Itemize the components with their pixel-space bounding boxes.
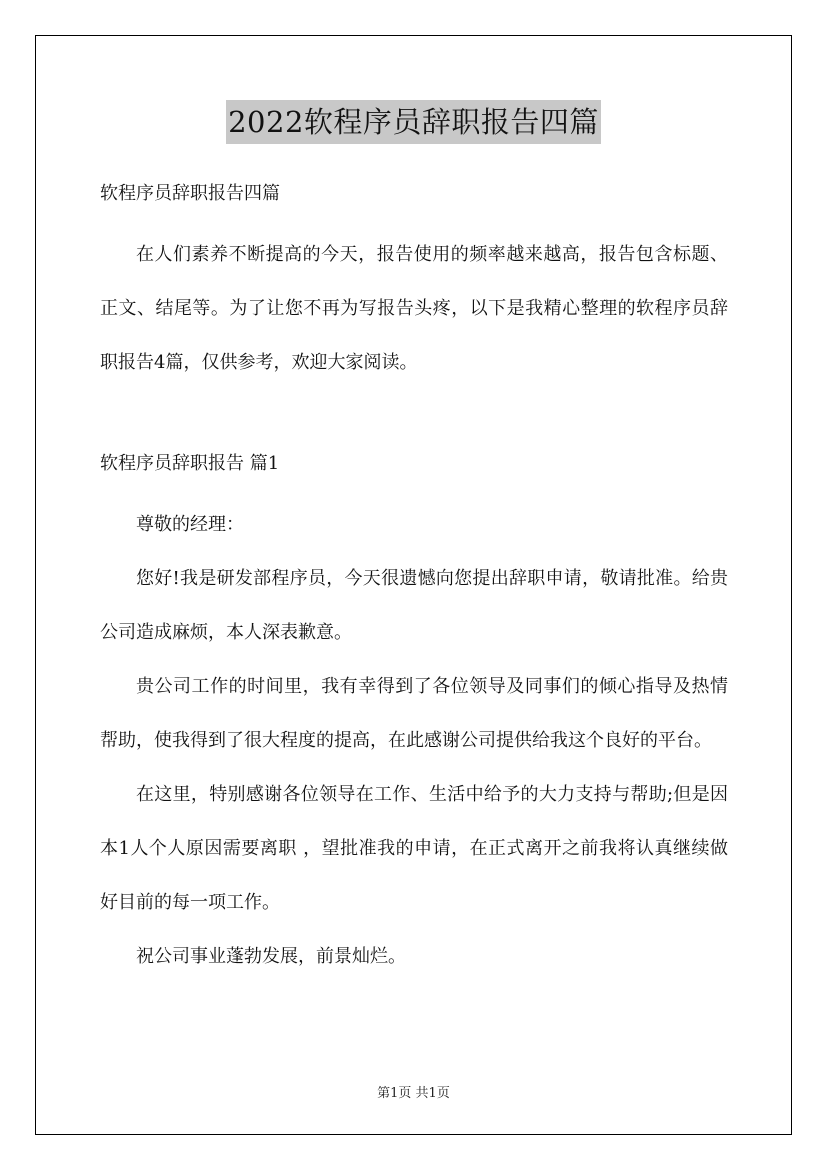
document-subtitle: 软程序员辞职报告四篇 <box>100 183 280 204</box>
closing-paragraph: 祝公司事业蓬勃发展，前景灿烂。 <box>136 946 406 967</box>
body-paragraph: 贵公司工作的时间里，我有幸得到了各位领导及同事们的倾心指导及热情帮助，使我得到了很大程度的提高，在此感谢公司提供给我这个良好的平台。 <box>100 676 728 751</box>
body-paragraph: 在这里，特别感谢各位领导在工作、生活中给予的大力支持与帮助;但是因本1人个人原因需要离职 ，望批准我的申请，在正式离开之前我将认真继续做好目前的每一项工作。 <box>100 784 728 913</box>
section-heading: 软程序员辞职报告 篇1 <box>100 453 280 474</box>
salutation: 尊敬的经理： <box>136 514 244 535</box>
intro-paragraph: 在人们素养不断提高的今天，报告使用的频率越来越高，报告包含标题、正文、结尾等。为了让您不再为写报告头疼，以下是我精心整理的软程序员辞职报告4篇，仅供参考，欢迎大家阅读。 <box>100 244 728 373</box>
page-footer <box>0 1082 827 1101</box>
document-title: 2022软程序员辞职报告四篇 <box>226 100 601 144</box>
title-container <box>0 100 827 144</box>
page-number: 第1页 共1页 <box>377 1086 450 1101</box>
body-paragraph: 您好!我是研发部程序员，今天很遗憾向您提出辞职申请，敬请批准。给贵公司造成麻烦，本人深表歉意。 <box>100 568 728 643</box>
document-body <box>100 172 728 984</box>
